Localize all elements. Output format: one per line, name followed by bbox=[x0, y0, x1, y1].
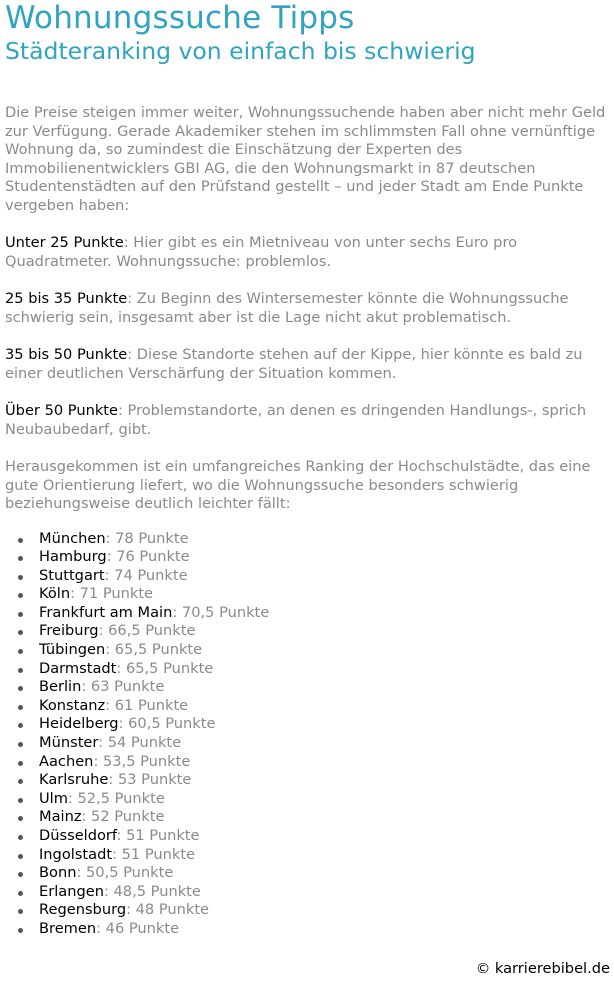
bullet-icon bbox=[18, 612, 23, 617]
bullet-icon bbox=[18, 668, 23, 673]
bullet-icon bbox=[18, 779, 23, 784]
list-item bbox=[39, 883, 608, 902]
bullet-icon bbox=[18, 872, 23, 877]
category-paragraph bbox=[5, 234, 608, 271]
category-paragraph bbox=[5, 402, 608, 439]
city-name: Karlsruhe bbox=[39, 771, 109, 789]
bullet-icon bbox=[18, 798, 23, 803]
list-item bbox=[39, 715, 608, 734]
city-name: Düsseldorf bbox=[39, 827, 117, 844]
category-paragraph bbox=[5, 290, 608, 327]
list-item bbox=[39, 567, 608, 586]
list-item bbox=[39, 622, 608, 641]
city-name: Aachen bbox=[39, 752, 94, 770]
page-subtitle: Städteranking von einfach bis schwierig bbox=[5, 37, 476, 65]
city-name: Bonn bbox=[39, 864, 77, 882]
city-name: Mainz bbox=[39, 808, 82, 826]
city-score: : 65,5 Punkte bbox=[116, 659, 214, 677]
bullet-icon bbox=[18, 928, 23, 933]
city-score: : 76 Punkte bbox=[106, 548, 190, 566]
list-item bbox=[39, 827, 608, 846]
city-score: : 54 Punkte bbox=[98, 734, 182, 752]
list-item bbox=[39, 753, 608, 772]
list-item bbox=[39, 641, 608, 660]
bullet-icon bbox=[18, 909, 23, 914]
city-score: : 53 Punkte bbox=[108, 771, 192, 789]
category-label: 35 bis 50 Punkte bbox=[5, 346, 128, 363]
city-score: : 70,5 Punkte bbox=[172, 603, 270, 621]
list-item bbox=[39, 604, 608, 623]
list-item bbox=[39, 530, 608, 549]
city-name: Tübingen bbox=[39, 641, 106, 659]
city-score: : 61 Punkte bbox=[105, 696, 189, 714]
city-score: : 52,5 Punkte bbox=[67, 789, 165, 807]
city-score: : 78 Punkte bbox=[105, 529, 189, 547]
category-text: : Problemstandorte, an denen es dringenden Handlungs-, sprich Neubaubedarf, gibt. bbox=[5, 402, 587, 438]
page-title: Wohnungssuche Tipps bbox=[5, 0, 355, 36]
bullet-icon bbox=[18, 835, 23, 840]
city-score: : 66,5 Punkte bbox=[98, 622, 196, 640]
list-item bbox=[39, 734, 608, 753]
bullet-icon bbox=[18, 761, 23, 766]
city-name: Darmstadt bbox=[39, 659, 117, 677]
list-item bbox=[39, 771, 608, 790]
city-score: : 65,5 Punkte bbox=[105, 641, 203, 659]
copyright-footer: © karrierebibel.de bbox=[475, 960, 610, 977]
bullet-icon bbox=[18, 538, 23, 543]
bullet-icon bbox=[18, 686, 23, 691]
bullet-icon bbox=[18, 891, 23, 896]
bullet-icon bbox=[18, 742, 23, 747]
bullet-icon bbox=[18, 649, 23, 654]
intro-paragraph: Die Preise steigen immer weiter, Wohnungssuchende haben aber nicht mehr Geld zur Verfügung. Gerade Akademiker stehen im schlimmsten Fall ohne vernünftige Wohnung da, so zumindest die Einschätzung der Experten des Immobilienentwicklers GBI AG, die den Wohnungsmarkt in 87 deutschen Studentenstädten auf den Prüfstand gestellt – und jeder Stadt am Ende Punkte vergeben haben: bbox=[5, 104, 606, 214]
city-name: Frankfurt am Main bbox=[39, 603, 173, 621]
city-name: Ulm bbox=[39, 789, 68, 807]
city-score: : 51 Punkte bbox=[112, 845, 196, 863]
category-paragraph bbox=[5, 346, 608, 383]
city-score: : 50,5 Punkte bbox=[76, 864, 174, 882]
category-text: : Hier gibt es ein Mietniveau von unter sechs Euro pro Quadratmeter. Wohnungssuche: problemlos. bbox=[5, 234, 518, 270]
list-item bbox=[39, 697, 608, 716]
city-score: : 46 Punkte bbox=[96, 919, 180, 937]
bullet-icon bbox=[18, 575, 23, 580]
bullet-icon bbox=[18, 854, 23, 859]
bullet-icon bbox=[18, 593, 23, 598]
list-item bbox=[39, 585, 608, 604]
city-score: : 63 Punkte bbox=[81, 678, 165, 696]
city-name: Freiburg bbox=[39, 622, 99, 640]
list-item bbox=[39, 808, 608, 827]
category-text: : Zu Beginn des Wintersemester könnte die Wohnungssuche schwierig sein, insgesamt aber ist die Lage nicht akut problematisch. bbox=[5, 290, 569, 326]
city-name: Erlangen bbox=[39, 882, 104, 900]
bullet-icon bbox=[18, 630, 23, 635]
city-name: Berlin bbox=[39, 678, 82, 696]
city-name: Konstanz bbox=[39, 696, 106, 714]
list-item bbox=[39, 846, 608, 865]
city-score: : 60,5 Punkte bbox=[118, 715, 216, 733]
city-score: : 52 Punkte bbox=[81, 808, 165, 826]
city-name: Regensburg bbox=[39, 901, 127, 919]
city-score: : 53,5 Punkte bbox=[93, 752, 191, 770]
list-item bbox=[39, 660, 608, 679]
city-name: Münster bbox=[39, 734, 99, 752]
category-label: Über 50 Punkte bbox=[5, 402, 118, 419]
list-item bbox=[39, 901, 608, 920]
summary-paragraph: Herausgekommen ist ein umfangreiches Ranking der Hochschulstädte, das eine gute Orientierung liefert, wo die Wohnungssuche besonders schwierig beziehungsweise deutlich leichter fällt: bbox=[5, 458, 591, 512]
city-name: Ingolstadt bbox=[39, 845, 113, 863]
city-name: Stuttgart bbox=[39, 566, 105, 584]
city-name: Heidelberg bbox=[39, 715, 119, 733]
city-score: : 71 Punkte bbox=[70, 585, 154, 603]
city-score: : 51 Punkte bbox=[116, 827, 200, 844]
city-name: Köln bbox=[39, 585, 71, 603]
city-name: Hamburg bbox=[39, 548, 107, 566]
list-item bbox=[39, 864, 608, 883]
city-score: : 48,5 Punkte bbox=[103, 882, 201, 900]
bullet-icon bbox=[18, 556, 23, 561]
list-item bbox=[39, 548, 608, 567]
bullet-icon bbox=[18, 705, 23, 710]
category-text: : Diese Standorte stehen auf der Kippe, hier könnte es bald zu einer deutlichen Verschärfung der Situation kommen. bbox=[5, 346, 583, 382]
list-item bbox=[39, 790, 608, 809]
city-score: : 74 Punkte bbox=[104, 566, 188, 584]
city-name: München bbox=[39, 529, 106, 547]
bullet-icon bbox=[18, 816, 23, 821]
city-name: Bremen bbox=[39, 919, 97, 937]
bullet-icon bbox=[18, 723, 23, 728]
category-label: Unter 25 Punkte bbox=[5, 234, 124, 251]
city-ranking-list bbox=[5, 530, 608, 939]
city-score: : 48 Punkte bbox=[126, 901, 210, 919]
list-item bbox=[39, 920, 608, 939]
list-item bbox=[39, 678, 608, 697]
category-label: 25 bis 35 Punkte bbox=[5, 290, 128, 307]
